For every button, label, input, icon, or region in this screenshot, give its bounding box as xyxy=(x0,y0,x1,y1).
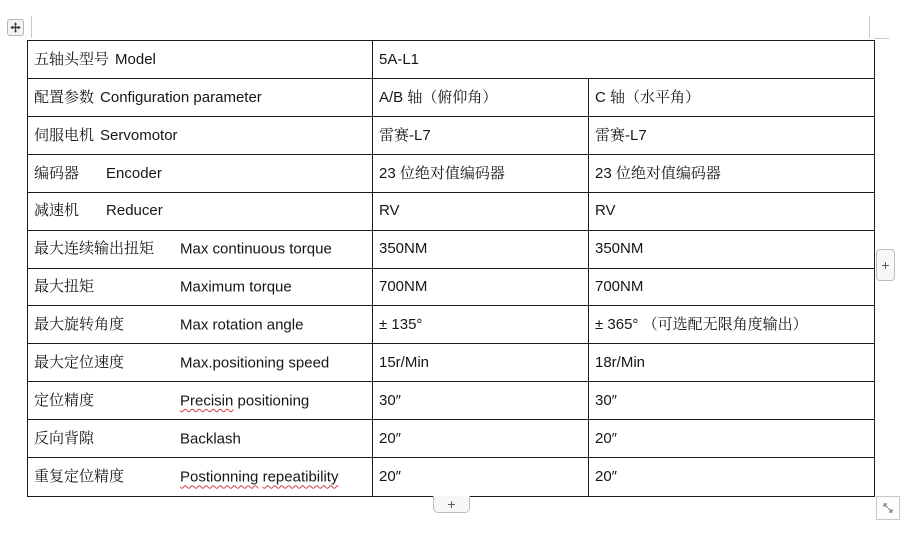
param-name-cell[interactable] xyxy=(28,458,373,496)
table-resize-handle[interactable] xyxy=(876,496,900,520)
param-en-label: Max continuous torque xyxy=(180,240,332,258)
value-cell-ab-axis[interactable]: 30″ xyxy=(373,382,589,419)
param-en-label: Model xyxy=(115,50,156,68)
table-row xyxy=(28,458,874,496)
param-name-cell[interactable] xyxy=(28,117,373,154)
value-cell-c-axis[interactable]: 700NM xyxy=(595,278,644,296)
param-cn-label: 最大扭矩 xyxy=(34,278,95,296)
value-cell-ab-axis[interactable]: 23 位绝对值编码器 xyxy=(373,155,589,192)
table-move-handle[interactable] xyxy=(7,19,24,36)
param-name-cell[interactable] xyxy=(28,420,373,457)
value-cell-c-axis[interactable]: 20″ xyxy=(595,429,617,447)
diagonal-arrows-icon xyxy=(881,501,895,515)
param-name-cell[interactable] xyxy=(28,155,373,192)
param-name-cell[interactable] xyxy=(28,231,373,268)
misspelled-word: Postionning xyxy=(180,468,259,486)
param-en-label: Precisin positioning xyxy=(180,392,310,410)
param-cn-label: 定位精度 xyxy=(34,392,95,410)
table-row xyxy=(28,117,874,155)
move-cross-icon xyxy=(10,22,21,33)
value-cell-ab-axis[interactable]: RV xyxy=(373,193,589,230)
param-en-label: Encoder xyxy=(106,164,162,182)
value-cell-c-axis[interactable]: 18r/Min xyxy=(595,354,646,372)
param-name-cell[interactable] xyxy=(28,41,373,78)
param-cn-label: 配置参数 xyxy=(34,88,95,106)
value-cell-c-axis[interactable]: 23 位绝对值编码器 xyxy=(595,164,721,182)
table-row xyxy=(28,231,874,269)
table-row xyxy=(28,41,874,79)
param-en-label: Max rotation angle xyxy=(180,316,304,334)
param-en-label: Max.positioning speed xyxy=(180,354,330,372)
value-cell-ab-axis[interactable]: 20″ xyxy=(373,458,589,496)
param-name-cell[interactable] xyxy=(28,306,373,343)
value-cell-c-axis[interactable]: 20″ xyxy=(595,468,617,486)
param-name-cell[interactable] xyxy=(28,344,373,381)
param-cn-label: 最大定位速度 xyxy=(34,354,125,372)
value-cell-c-axis[interactable]: ± 365° （可选配无限角度输出） xyxy=(595,316,808,334)
param-cn-label: 编码器 xyxy=(34,164,80,182)
value-cell-ab-axis[interactable]: A/B 轴（俯仰角） xyxy=(373,79,589,116)
value-cell-c-axis[interactable]: C 轴（水平角） xyxy=(595,88,701,106)
add-row-button[interactable]: + xyxy=(433,496,470,513)
value-cell-c-axis[interactable]: 雷赛-L7 xyxy=(595,126,647,144)
spec-table xyxy=(27,40,875,497)
add-column-button[interactable]: + xyxy=(876,249,895,281)
param-name-cell[interactable] xyxy=(28,382,373,419)
value-cell-ab-axis[interactable]: ± 135° xyxy=(373,306,589,343)
param-cn-label: 最大连续输出扭矩 xyxy=(34,240,155,258)
param-en-label xyxy=(180,468,338,485)
value-cell-ab-axis[interactable]: 700NM xyxy=(373,269,589,306)
param-en-label: Configuration parameter xyxy=(100,88,262,106)
param-cn-label: 五轴头型号 xyxy=(34,50,110,68)
param-en-label: Maximum torque xyxy=(180,278,292,296)
value-cell-c-axis[interactable]: RV xyxy=(595,202,616,220)
param-en-label: Backlash xyxy=(180,429,241,447)
value-cell-c-axis[interactable]: 350NM xyxy=(595,240,644,258)
value-cell-ab-axis[interactable]: 雷赛-L7 xyxy=(373,117,589,154)
param-cn-label: 反向背隙 xyxy=(34,429,95,447)
table-row xyxy=(28,193,874,231)
param-name-cell[interactable] xyxy=(28,79,373,116)
table-row xyxy=(28,382,874,420)
value-cell-c-axis[interactable]: 30″ xyxy=(595,392,617,410)
param-name-cell[interactable] xyxy=(28,193,373,230)
margin-crop-mark-right-horizontal xyxy=(874,38,889,39)
param-en-label: Servomotor xyxy=(100,126,178,144)
table-row xyxy=(28,269,874,307)
param-cn-label: 重复定位精度 xyxy=(34,468,125,486)
margin-crop-mark-left xyxy=(31,16,32,38)
model-value-cell[interactable]: 5A-L1 xyxy=(379,50,420,68)
value-cell-ab-axis[interactable]: 350NM xyxy=(373,231,589,268)
param-cn-label: 减速机 xyxy=(34,202,80,220)
misspelled-word: repeatibility xyxy=(262,468,339,486)
table-row xyxy=(28,79,874,117)
misspelled-word: Precisin xyxy=(180,392,234,410)
value-cell-ab-axis[interactable]: 15r/Min xyxy=(373,344,589,381)
table-row xyxy=(28,344,874,382)
table-row xyxy=(28,306,874,344)
table-row xyxy=(28,420,874,458)
param-en-label: Reducer xyxy=(106,202,163,220)
table-row xyxy=(28,155,874,193)
param-name-cell[interactable] xyxy=(28,269,373,306)
param-cn-label: 伺服电机 xyxy=(34,126,95,144)
param-cn-label: 最大旋转角度 xyxy=(34,316,125,334)
value-cell-ab-axis[interactable]: 20″ xyxy=(373,420,589,457)
margin-crop-mark-right-vertical xyxy=(869,16,870,38)
